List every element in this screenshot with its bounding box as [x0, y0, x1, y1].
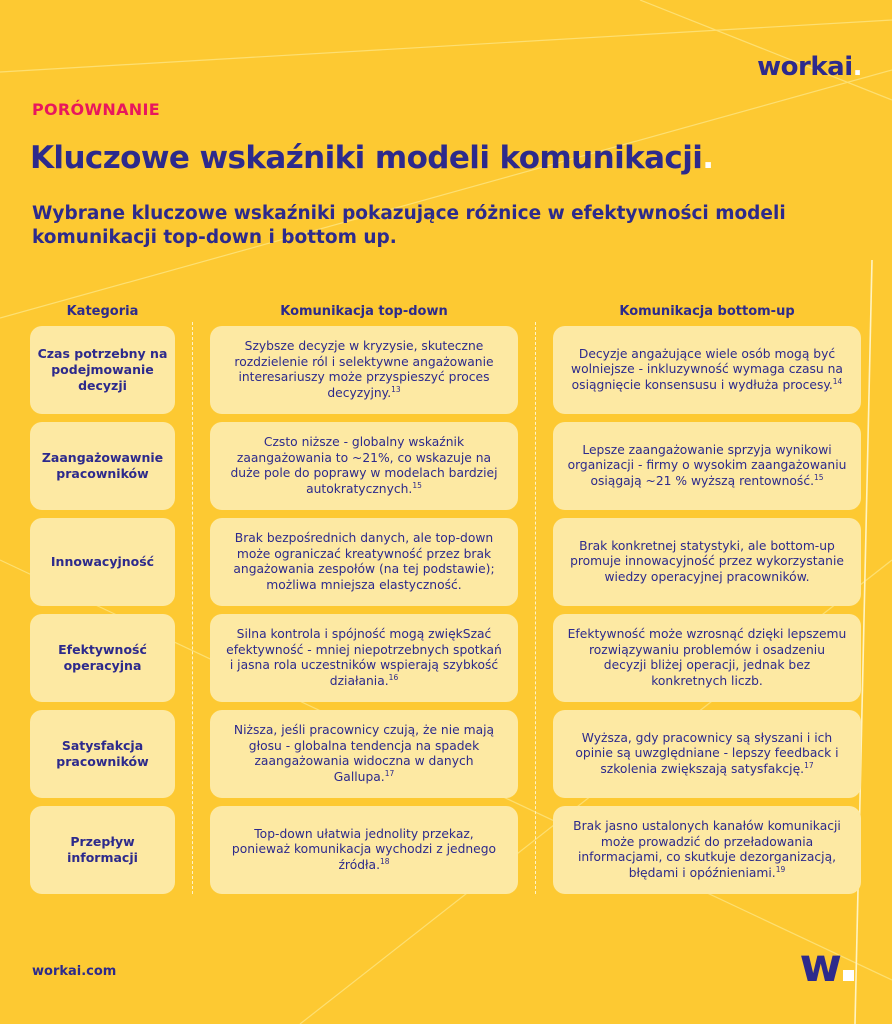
- top-down-cell: Czsto niższe - globalny wskaźnik zaangażowania to ~21%, co wskazuje na duże pole do poprawy w modelach bardziej autokratycznych.$^{15}$: [210, 422, 518, 510]
- column-divider: [192, 322, 193, 894]
- bottom-up-cell: Lepsze zaangażowanie sprzyja wynikowi organizacji - firmy o wysokim zaangażowaniu osiągają ~21 % wyższą rentowność.$^{15}$: [553, 422, 861, 510]
- top-down-cell: Szybsze decyzje w kryzysie, skuteczne rozdzielenie ról i selektywne angażowanie interesariuszy może przyspieszyć proces decyzyjny.$^{13}$: [210, 326, 518, 414]
- bottom-up-cell: Wyższa, gdy pracownicy są słyszani i ich opinie są uwzględniane - lepszy feedback i szkolenia zwiększają satysfakcję.$^{17}$: [553, 710, 861, 798]
- page-title: Kluczowe wskaźniki modeli komunikacji.: [30, 140, 714, 176]
- category-cell: Efektywność operacyjna: [30, 614, 175, 702]
- footer-url: workai.com: [32, 964, 117, 979]
- column-header-top-down: Komunikacja top-down: [280, 304, 448, 319]
- page-subtitle: Wybrane kluczowe wskaźniki pokazujące różnice w efektywności modeli komunikacji top-down i bottom up.: [32, 203, 786, 248]
- workai-logo: workai.: [757, 52, 862, 82]
- bottom-up-cell: Efektywność może wzrosnąć dzięki lepszemu rozwiązywaniu problemów i osadzeniu decyzji bliżej operacji, jednak bez konkretnych liczb.: [553, 614, 861, 702]
- top-down-cell: Brak bezpośrednich danych, ale top-down może ograniczać kreatywność przez brak angażowania zespołów (na tej podstawie); możliwa mniejsza elastyczność.: [210, 518, 518, 606]
- bottom-up-cell: Decyzje angażujące wiele osób mogą być wolniejsze - inkluzywność wymaga czasu na osiągnięcie konsensusu i wydłuża procesy.$^{14}$: [553, 326, 861, 414]
- workai-w-mark: w: [800, 938, 855, 992]
- bottom-up-cell: Brak jasno ustalonych kanałów komunikacji może prowadzić do przeładowania informacjami, co skutkuje dezorganizacją, błędami i opóźnieniami.$^{19}$: [553, 806, 861, 894]
- bottom-up-cell: Brak konkretnej statystyki, ale bottom-up promuje innowacyjność przez wykorzystanie wiedzy operacyjnej pracowników.: [553, 518, 861, 606]
- top-down-cell: Top-down ułatwia jednolity przekaz, ponieważ komunikacja wychodzi z jednego źródła.$^{18}$: [210, 806, 518, 894]
- category-cell: Satysfakcja pracowników: [30, 710, 175, 798]
- column-header-category: Kategoria: [66, 304, 139, 319]
- eyebrow-label: PORÓWNANIE: [32, 100, 160, 119]
- top-down-cell: Niższa, jeśli pracownicy czują, że nie mają głosu - globalna tendencja na spadek zaangażowania widoczna w danych Gallupa.$^{17}$: [210, 710, 518, 798]
- column-divider: [535, 322, 536, 894]
- column-header-bottom-up: Komunikacja bottom-up: [619, 304, 795, 319]
- category-cell: Przepływ informacji: [30, 806, 175, 894]
- category-cell: Innowacyjność: [30, 518, 175, 606]
- category-cell: Czas potrzebny na podejmowanie decyzji: [30, 326, 175, 414]
- category-cell: Zaangażowawnie pracowników: [30, 422, 175, 510]
- top-down-cell: Silna kontrola i spójność mogą zwiękSzać efektywność - mniej niepotrzebnych spotkań i jasna rola uczestników wspierają szybkość działania.$^{16}$: [210, 614, 518, 702]
